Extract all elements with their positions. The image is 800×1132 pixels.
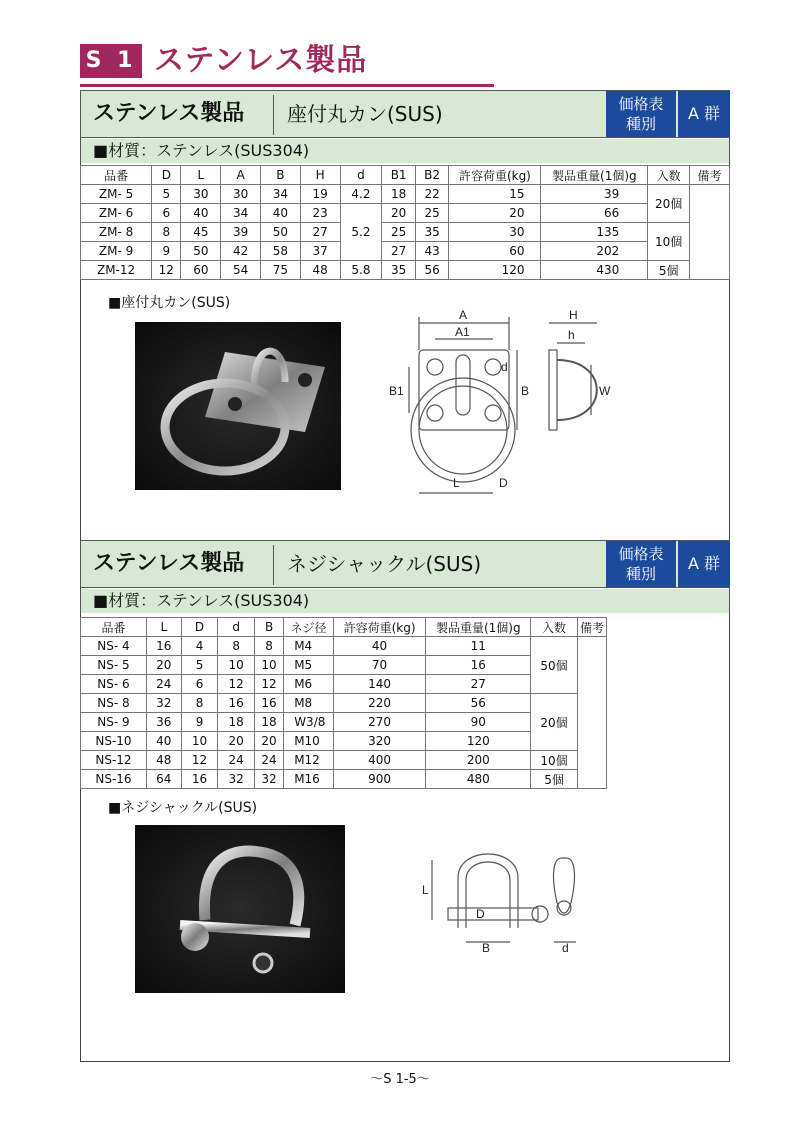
table-row [81,713,607,732]
table-cell: M5 [284,656,334,675]
table-cell: 50 [181,242,221,261]
table-cell: 4.2 [340,185,382,204]
table-cell: 34 [261,185,301,204]
table-cell: NS-10 [81,732,147,751]
table-cell: 4 [181,637,218,656]
table-cell: 900 [333,770,426,789]
table-cell: 18 [382,185,415,204]
column-header: H [300,166,340,185]
table-cell: 10個 [648,223,690,261]
table-cell: 39 [221,223,261,242]
notes-cell [577,637,606,789]
table-cell: 56 [426,694,531,713]
table-cell: NS- 6 [81,675,147,694]
table-cell: 30 [449,223,541,242]
table-cell: 12 [254,675,283,694]
column-header: d [218,618,255,637]
table-cell: 480 [426,770,531,789]
page-number: ～S 1-5～ [370,1072,430,1087]
table-cell: 16 [218,694,255,713]
table-cell: 9 [152,242,181,261]
table-cell: 39 [541,185,648,204]
column-header: L [146,618,181,637]
section2-material: ■材質：ステンレス(SUS304) [80,589,730,613]
section-badge: S 1 [80,44,142,78]
page-title: ステンレス製品 [154,43,368,78]
table-cell: 120 [449,261,541,280]
column-header: B1 [382,166,415,185]
column-header: A [221,166,261,185]
table-cell: 30 [221,185,261,204]
table-cell: 24 [254,751,283,770]
table-cell: 320 [333,732,426,751]
table-header-row [81,618,607,637]
dim-label-B1: B1 [389,384,404,398]
table-cell: 20個 [648,185,690,223]
table-cell: 9 [181,713,218,732]
table-cell: 270 [333,713,426,732]
table-cell: NS- 8 [81,694,147,713]
column-header: d [340,166,382,185]
table-cell: 60 [181,261,221,280]
column-header: 備考 [577,618,606,637]
table-cell: 25 [415,204,448,223]
table-cell: 16 [426,656,531,675]
table-cell: 75 [261,261,301,280]
table-row [81,751,607,770]
table-cell: 18 [218,713,255,732]
table-row [81,732,607,751]
table-cell: NS-16 [81,770,147,789]
table-cell: 32 [254,770,283,789]
table-cell: 220 [333,694,426,713]
table-cell: 6 [181,675,218,694]
table-cell: 20 [254,732,283,751]
table-cell: 45 [181,223,221,242]
section2-subtitle: ネジシャックル(SUS) [287,552,482,576]
column-header: ネジ径 [284,618,334,637]
table-cell: 66 [541,204,648,223]
group-badge: A 群 [678,541,730,587]
table-cell: 18 [254,713,283,732]
table-cell: 54 [221,261,261,280]
table-cell: M8 [284,694,334,713]
table-cell: 6 [152,204,181,223]
table-cell: M10 [284,732,334,751]
page-header [80,40,680,86]
table-row [81,637,607,656]
table-cell: 27 [300,223,340,242]
table-cell: ZM- 8 [81,223,152,242]
table-cell: 25 [382,223,415,242]
dim-label-H: H [569,308,578,322]
table-cell: 27 [382,242,415,261]
dim-label-B: B [482,941,491,955]
table-cell: 32 [218,770,255,789]
section1-material: ■材質：ステンレス(SUS304) [80,139,730,163]
table-cell: 15 [449,185,541,204]
table-cell: 20個 [531,694,578,751]
table-cell: 35 [382,261,415,280]
section2-title: ステンレス製品 [93,551,245,576]
column-header: 製品重量(1個)g [541,166,648,185]
table-cell: NS- 5 [81,656,147,675]
price-table-badge: 価格表 種別 [606,541,676,587]
table-cell: 10 [218,656,255,675]
section1-caption: ■座付丸カン(SUS) [108,295,231,311]
table-row [81,694,607,713]
column-header: 品番 [81,618,147,637]
dim-label-h: h [568,328,575,342]
table-cell: 202 [541,242,648,261]
table-cell: 16 [146,637,181,656]
section2-caption: ■ネジシャックル(SUS) [108,800,258,816]
column-header: 許容荷重(kg) [449,166,541,185]
table-cell: 32 [146,694,181,713]
dim-label-d: d [501,360,508,374]
table-cell: 22 [415,185,448,204]
group-badge: A 群 [678,91,730,137]
column-header: D [181,618,218,637]
shackle-diagram [420,838,620,958]
dim-label-D: D [476,907,485,921]
table-cell: M16 [284,770,334,789]
section2-spec-table [80,617,607,789]
table-cell: 58 [261,242,301,261]
table-cell: ZM- 9 [81,242,152,261]
table-cell: 19 [300,185,340,204]
column-header: L [181,166,221,185]
table-cell: 20 [382,204,415,223]
section1-spec-table [80,165,730,280]
table-cell: 42 [221,242,261,261]
table-cell: ZM-12 [81,261,152,280]
table-cell: M4 [284,637,334,656]
table-header-row [81,166,730,185]
table-cell: 5 [152,185,181,204]
table-cell: 24 [146,675,181,694]
table-cell: 120 [426,732,531,751]
table-cell: 16 [181,770,218,789]
table-cell: 20 [218,732,255,751]
column-header: 製品重量(1個)g [426,618,531,637]
column-header: B2 [415,166,448,185]
dim-label-A1: A1 [455,325,470,339]
table-cell: 5 [181,656,218,675]
table-cell: M12 [284,751,334,770]
table-row [81,223,730,242]
column-header: 備考 [690,166,730,185]
table-cell: 430 [541,261,648,280]
table-cell: 200 [426,751,531,770]
table-row [81,204,730,223]
table-cell: 5.2 [340,204,382,261]
column-header: 許容荷重(kg) [333,618,426,637]
ring-plate-diagram [385,305,630,505]
table-cell: 8 [218,637,255,656]
table-cell: 10 [181,732,218,751]
dim-label-W: W [599,384,611,398]
table-cell: 12 [152,261,181,280]
column-header: 入数 [531,618,578,637]
table-cell: 40 [181,204,221,223]
table-cell: 43 [415,242,448,261]
table-cell: 27 [426,675,531,694]
table-cell: 12 [181,751,218,770]
section1-title: ステンレス製品 [93,101,245,126]
table-cell: 70 [333,656,426,675]
table-row [81,242,730,261]
table-cell: 23 [300,204,340,223]
shackle-photo [135,825,345,993]
dim-label-A: A [459,308,468,322]
table-cell: M6 [284,675,334,694]
table-cell: 5個 [531,770,578,789]
table-cell: 8 [181,694,218,713]
table-cell: 90 [426,713,531,732]
table-cell: NS- 9 [81,713,147,732]
table-cell: 40 [146,732,181,751]
notes-cell [690,185,730,280]
table-cell: 37 [300,242,340,261]
table-cell: 36 [146,713,181,732]
table-cell: 56 [415,261,448,280]
column-header: B [254,618,283,637]
section1-header [80,90,730,138]
table-cell: 48 [300,261,340,280]
table-cell: NS-12 [81,751,147,770]
table-cell: 20 [449,204,541,223]
dim-label-d: d [562,941,569,955]
table-cell: 12 [218,675,255,694]
table-cell: 60 [449,242,541,261]
table-row [81,770,607,789]
table-cell: 5.8 [340,261,382,280]
table-cell: 11 [426,637,531,656]
table-cell: W3/8 [284,713,334,732]
table-cell: 8 [152,223,181,242]
table-cell: 400 [333,751,426,770]
table-cell: 10個 [531,751,578,770]
column-header: D [152,166,181,185]
table-row [81,675,607,694]
table-cell: 24 [218,751,255,770]
section2-header [80,540,730,588]
table-row [81,185,730,204]
column-header: B [261,166,301,185]
dim-label-L: L [422,883,429,897]
table-row [81,656,607,675]
table-cell: 40 [261,204,301,223]
table-cell: 48 [146,751,181,770]
table-cell: 5個 [648,261,690,280]
table-cell: 64 [146,770,181,789]
table-cell: 30 [181,185,221,204]
table-cell: 40 [333,637,426,656]
table-cell: 50 [261,223,301,242]
column-header: 品番 [81,166,152,185]
table-cell: 20 [146,656,181,675]
dim-label-L: L [453,476,460,490]
table-cell: 50個 [531,637,578,694]
table-cell: 35 [415,223,448,242]
table-cell: ZM- 6 [81,204,152,223]
dim-label-B: B [521,384,530,398]
header-rule [80,84,494,87]
table-row [81,261,730,280]
table-cell: ZM- 5 [81,185,152,204]
table-cell: 16 [254,694,283,713]
table-cell: 135 [541,223,648,242]
table-cell: 34 [221,204,261,223]
price-table-badge: 価格表 種別 [606,91,676,137]
column-header: 入数 [648,166,690,185]
table-cell: NS- 4 [81,637,147,656]
dim-label-D: D [499,476,508,490]
ring-plate-photo [135,322,341,490]
section1-subtitle: 座付丸カン(SUS) [287,102,443,126]
table-cell: 10 [254,656,283,675]
table-cell: 8 [254,637,283,656]
table-cell: 140 [333,675,426,694]
